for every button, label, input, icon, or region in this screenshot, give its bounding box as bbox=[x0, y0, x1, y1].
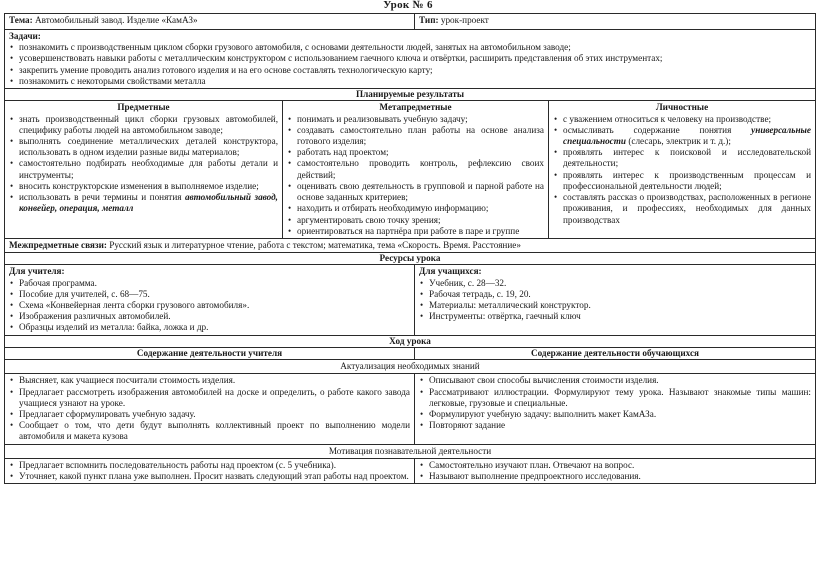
stage-title: Актуализация необходимых знаний bbox=[5, 360, 816, 374]
tasks-list bbox=[9, 42, 811, 87]
student-activity-header: Содержание деятельности обучающихся bbox=[415, 347, 816, 359]
topic-row bbox=[5, 14, 816, 30]
result-item: • вносить конструкторские изменения в выполняемое изделие; bbox=[9, 181, 278, 192]
lesson-plan-table bbox=[4, 13, 816, 484]
resource-item: • Учебник, с. 28—32. bbox=[419, 278, 811, 289]
stage-title-row bbox=[5, 360, 816, 374]
meta-results-title: Метапредметные bbox=[379, 102, 452, 113]
result-item: • проявлять интерес к поисковой и исследовательской деятельности; bbox=[553, 147, 811, 169]
resources-row bbox=[5, 265, 816, 335]
tasks-row bbox=[5, 30, 816, 89]
task-item: • закрепить умение проводить анализ готового изделия и на его основе составлять технологическую карту; bbox=[9, 65, 811, 76]
teacher-activity-list bbox=[9, 460, 410, 482]
lesson-plan-page bbox=[2, 0, 814, 577]
activity-item: • Повторяют задание bbox=[419, 420, 811, 431]
activity-item: • Формулируют учебную задачу: выполнить макет КамАЗа. bbox=[419, 409, 811, 420]
activity-columns-row bbox=[5, 347, 816, 359]
stage-row bbox=[5, 374, 816, 444]
lesson-course-header-row bbox=[5, 335, 816, 347]
personal-results-cell bbox=[549, 101, 816, 239]
interdisciplinary-cell bbox=[5, 238, 816, 252]
stage-title: Мотивация познавательной деятельности bbox=[5, 444, 816, 458]
result-item: • выполнять соединение металлических деталей конструктора, использовать в одном изделии разные виды материалов; bbox=[9, 136, 278, 158]
resource-item: • Образцы изделий из металла: байка, ложка и др. bbox=[9, 322, 410, 333]
type-value: урок-проект bbox=[440, 15, 489, 25]
student-activity-list bbox=[419, 460, 811, 482]
result-item: • ориентироваться на партнёра при работе в паре и группе bbox=[287, 226, 544, 237]
teacher-activity-cell bbox=[5, 458, 415, 483]
result-item-term: универсальные специальности bbox=[563, 124, 811, 146]
interdisciplinary-row bbox=[5, 238, 816, 252]
resource-item: • Рабочая тетрадь, с. 19, 20. bbox=[419, 289, 811, 300]
result-item: • составлять рассказ о производствах, расположенных в регионе проживания, и профессиях, необходимых для данных производствах bbox=[553, 192, 811, 226]
subject-results-title: Предметные bbox=[117, 102, 170, 113]
teacher-resources-cell bbox=[5, 265, 415, 335]
result-item: • работать над проектом; bbox=[287, 147, 544, 158]
student-activity-list bbox=[419, 375, 811, 431]
student-resources-cell bbox=[415, 265, 816, 335]
activity-item: • Предлагает сформулировать учебную задачу. bbox=[9, 409, 410, 420]
planned-results-title: Планируемые результаты bbox=[5, 89, 816, 101]
result-item: • самостоятельно проводить контроль, рефлексию своих действий; bbox=[287, 158, 544, 180]
activity-item: • Предлагает вспомнить последовательность работы над проектом (с. 5 учебника). bbox=[9, 460, 410, 471]
personal-results-title: Личностные bbox=[655, 102, 709, 113]
task-item: • усовершенствовать навыки работы с металлическим конструктором с использованием гаечного ключа и отвёртки, расширить представления об этих инструментах; bbox=[9, 53, 811, 64]
activity-item: • Предлагает рассмотреть изображения автомобилей на доске и определить, о работе какого завода учащиеся узнают на уроке. bbox=[9, 387, 410, 409]
result-item-terms: автомобильный завод, конвейер, операция, металл bbox=[19, 192, 278, 214]
personal-results-list bbox=[553, 114, 811, 226]
teacher-resources-label: Для учителя: bbox=[9, 266, 65, 277]
result-item: • понимать и реализовывать учебную задачу; bbox=[287, 114, 544, 125]
teacher-resources-list bbox=[9, 278, 410, 334]
teacher-activity-list bbox=[9, 375, 410, 442]
result-item bbox=[553, 125, 811, 147]
activity-item: • Самостоятельно изучают план. Отвечают на вопрос. bbox=[419, 460, 811, 471]
type-cell bbox=[415, 14, 816, 30]
student-resources-label: Для учащихся: bbox=[419, 266, 482, 277]
activity-item: • Выясняет, как учащиеся посчитали стоимость изделия. bbox=[9, 375, 410, 386]
resource-item: • Рабочая программа. bbox=[9, 278, 410, 289]
resources-title: Ресурсы урока bbox=[5, 253, 816, 265]
student-activity-cell bbox=[415, 374, 816, 444]
result-item: • оценивать свою деятельность в групповой и парной работе на основе заданных критериев; bbox=[287, 181, 544, 203]
interdisciplinary-value: Русский язык и литературное чтение, работа с текстом; математика, тема «Скорость. Время. Расстояние» bbox=[109, 239, 521, 250]
result-item: • самостоятельно подбирать необходимые для работы детали и инструменты; bbox=[9, 158, 278, 180]
topic-value: Автомобильный завод. Изделие «КамАЗ» bbox=[35, 15, 198, 25]
activity-item: • Уточняет, какой пункт плана уже выполнен. Просит назвать следующий этап работы над проектом. bbox=[9, 471, 410, 482]
result-item: • с уважением относиться к человеку на производстве; bbox=[553, 114, 811, 125]
result-item: • проявлять интерес к производственным процессам и профессиональной деятельности людей; bbox=[553, 170, 811, 192]
subject-results-list bbox=[9, 114, 278, 215]
tasks-cell bbox=[5, 30, 816, 89]
activity-item: • Описывают свои способы вычисления стоимости изделия. bbox=[419, 375, 811, 386]
resource-item: • Материалы: металлический конструктор. bbox=[419, 300, 811, 311]
resource-item: • Пособие для учителей, с. 68—75. bbox=[9, 289, 410, 300]
meta-results-cell bbox=[283, 101, 549, 239]
teacher-activity-header: Содержание деятельности учителя bbox=[5, 347, 415, 359]
lesson-course-title: Ход урока bbox=[5, 335, 816, 347]
resource-item: • Изображения различных автомобилей. bbox=[9, 311, 410, 322]
planned-results-row bbox=[5, 101, 816, 239]
task-item: • познакомить с некоторыми свойствами металла bbox=[9, 76, 811, 87]
activity-item: • Сообщает о том, что дети будут выполнять коллективный проект по выполнению модели автомобиля и макета кузова bbox=[9, 420, 410, 442]
stage-row bbox=[5, 458, 816, 483]
resource-item: • Схема «Конвейерная лента сборки грузового автомобиля». bbox=[9, 300, 410, 311]
interdisciplinary-label: Межпредметные связи: bbox=[9, 239, 107, 250]
result-item: • создавать самостоятельно план работы на основе анализа готового изделия; bbox=[287, 125, 544, 147]
task-item: • познакомить с производственным циклом сборки грузового автомобиля, с основами деятельности людей, занятых на автомобильном заводе; bbox=[9, 42, 811, 53]
teacher-activity-cell bbox=[5, 374, 415, 444]
student-resources-list bbox=[419, 278, 811, 323]
result-item: • находить и отбирать необходимую информацию; bbox=[287, 203, 544, 214]
stage-title-row bbox=[5, 444, 816, 458]
result-item-text: осмысливать содержание понятия bbox=[563, 124, 752, 135]
resources-header-row bbox=[5, 253, 816, 265]
topic-label: Тема: bbox=[9, 15, 33, 25]
type-label: Тип: bbox=[419, 15, 439, 25]
topic-cell bbox=[5, 14, 415, 30]
result-item: • аргументировать свою точку зрения; bbox=[287, 215, 544, 226]
planned-results-header-row bbox=[5, 89, 816, 101]
subject-results-cell bbox=[5, 101, 283, 239]
lesson-title: Урок № 6 bbox=[383, 0, 433, 11]
result-item-text: использовать в речи термины и понятия bbox=[19, 192, 185, 203]
result-item bbox=[9, 192, 278, 214]
result-item-tail: (слесарь, электрик и т. д.); bbox=[626, 135, 731, 146]
meta-results-list bbox=[287, 114, 544, 237]
activity-item: • Рассматривают иллюстрации. Формулируют тему урока. Называют знакомые типы машин: легковые, грузовые и специальные. bbox=[419, 387, 811, 409]
tasks-label: Задачи: bbox=[9, 31, 41, 41]
student-activity-cell bbox=[415, 458, 816, 483]
activity-item: • Называют выполнение предпроектного исследования. bbox=[419, 471, 811, 482]
resource-item: • Инструменты: отвёртка, гаечный ключ bbox=[419, 311, 811, 322]
result-item: • знать производственный цикл сборки грузовых автомобилей, специфику работы людей на автомобильном заводе; bbox=[9, 114, 278, 136]
